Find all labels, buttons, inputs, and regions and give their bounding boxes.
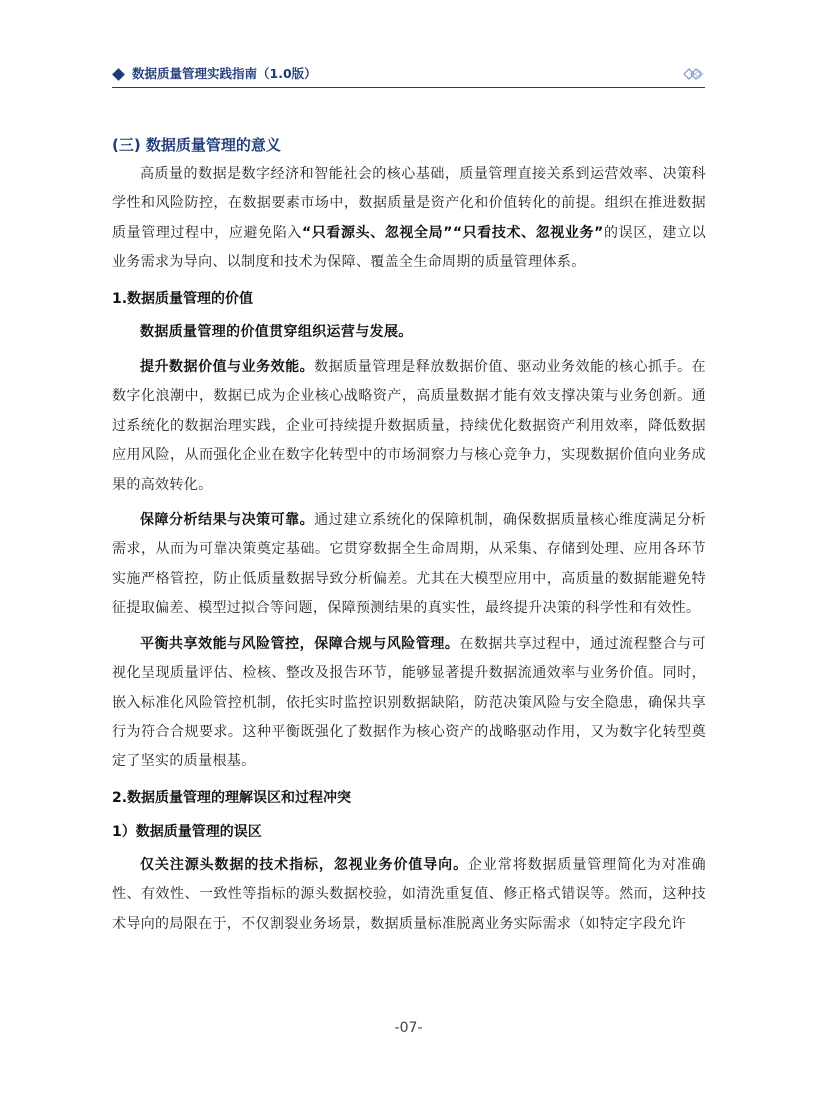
- value-paragraph-3: [112, 630, 706, 777]
- diamond-bullet-icon: [112, 68, 125, 81]
- value-paragraph-1-lead: 提升数据价值与业务效能。: [140, 359, 315, 376]
- value-paragraph-2-lead: 保障分析结果与决策可靠。: [140, 512, 315, 529]
- misconception-paragraph-1-text: 企业常将数据质量管理简化为对准确性、有效性、一致性等指标的源头数据校验，如清洗重复值、修正格式错误等。然而，这种技术导向的局限在于，不仅割裂业务场景，数据质量标准脱离业务实际需求（如特定字段允许: [112, 856, 706, 932]
- intro-emphasis: “只看源头、忽视全局”“只看技术、忽视业务”: [301, 224, 604, 241]
- subsection-heading-value: 1.数据质量管理的价值: [112, 290, 254, 307]
- misconception-paragraph-1: [112, 851, 706, 939]
- intro-text-1: 高质量的数据是数字经济和智能社会的核心基础，质量管理直接关系到运营效率、决策科学性和风险防控，在数据要素市场中，数据质量是资产化和价值转化的前提。组织在推进数据质量管理过程中，应避免陷入: [112, 166, 706, 241]
- intro-paragraph: [112, 160, 706, 278]
- value-paragraph-1-text: 数据质量管理是释放数据价值、驱动业务效能的核心抓手。在数字化浪潮中，数据已成为企业核心战略资产，高质量数据才能有效支撑决策与业务创新。通过系统化的数据治理实践，企业可持续提升数据质量，持续优化数据资产利用效率，降低数据应用风险，从而强化企业在数字化转型中的市场洞察力与核心竞争力，实现数据价值向业务成果的高效转化。: [112, 359, 706, 493]
- value-paragraph-3-text: 在数据共享过程中，通过流程整合与可视化呈现质量评估、检核、整改及报告环节，能够显著提升数据流通效率与业务价值。同时，嵌入标准化风险管控机制，依托实时监控识别数据缺陷，防范决策风险与安全隐患，确保共享行为符合合规要求。这种平衡既强化了数据作为核心资产的战略驱动作用，又为数字化转型奠定了坚实的质量根基。: [112, 635, 706, 770]
- header-divider: [112, 87, 705, 88]
- value-paragraph-1: [112, 353, 706, 500]
- document-title: 数据质量管理实践指南（1.0版）: [132, 66, 317, 81]
- value-paragraph-2: [112, 506, 706, 624]
- misconception-paragraph-1-lead: 仅关注源头数据的技术指标，忽视业务价值导向。: [140, 856, 468, 873]
- sub-subsection-heading: 1）数据质量管理的误区: [112, 823, 262, 840]
- value-lead: 数据质量管理的价值贯穿组织运营与发展。: [140, 323, 413, 340]
- intro-text-2: 的误区，建立以业务需求为导向、以制度和技术为保障、覆盖全生命周期的质量管理体系。: [112, 224, 706, 271]
- double-diamond-icon: [683, 66, 705, 82]
- value-paragraph-3-lead: 平衡共享效能与风险管控，保障合规与风险管理。: [140, 635, 460, 652]
- running-header: [112, 63, 705, 87]
- value-paragraph-2-text: 通过建立系统化的保障机制，确保数据质量核心维度满足分析需求，从而为可靠决策奠定基础。它贯穿数据全生命周期，从采集、存储到处理、应用各环节实施严格管控，防止低质量数据导致分析偏差。尤其在大模型应用中，高质量的数据能避免特征提取偏差、模型过拟合等问题，保障预测结果的真实性，最终提升决策的科学性和有效性。: [112, 512, 706, 617]
- page-number: -07-: [394, 1020, 423, 1036]
- subsection-heading-misconceptions: 2.数据质量管理的理解误区和过程冲突: [112, 789, 352, 806]
- section-heading: (三) 数据质量管理的意义: [112, 136, 281, 154]
- page-content: [112, 130, 706, 945]
